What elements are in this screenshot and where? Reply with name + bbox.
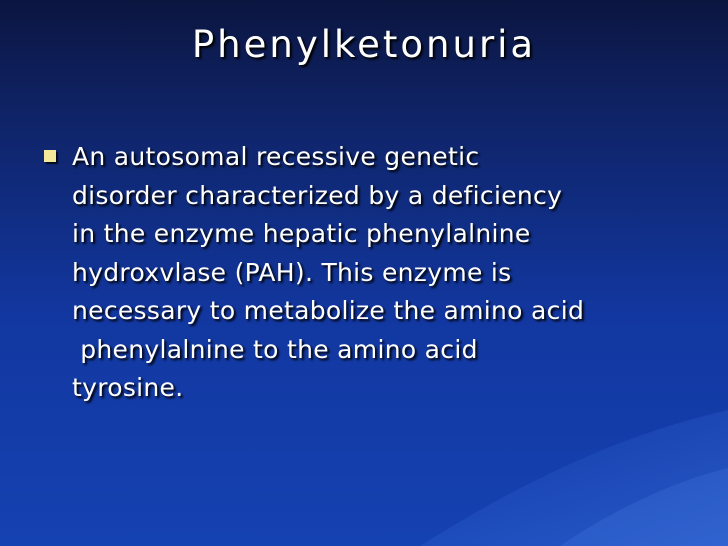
bullet-line: An autosomal recessive genetic <box>72 142 480 171</box>
slide-title: Phenylketonuria <box>191 23 537 66</box>
bullet-line: phenylalnine to the amino acid <box>72 334 478 364</box>
square-bullet-icon <box>44 150 56 162</box>
bullet-line: disorder characterized by a deficiency <box>72 180 563 210</box>
bullet-line: tyrosine. <box>72 373 184 402</box>
bullet-line: in the enzyme hepatic phenylalnine <box>72 219 531 248</box>
bullet-line: hydroxvlase (PAH). This enzyme is <box>72 257 512 287</box>
bullet-text <box>72 138 712 408</box>
bullet-line: necessary to metabolize the amino acid <box>72 296 585 325</box>
